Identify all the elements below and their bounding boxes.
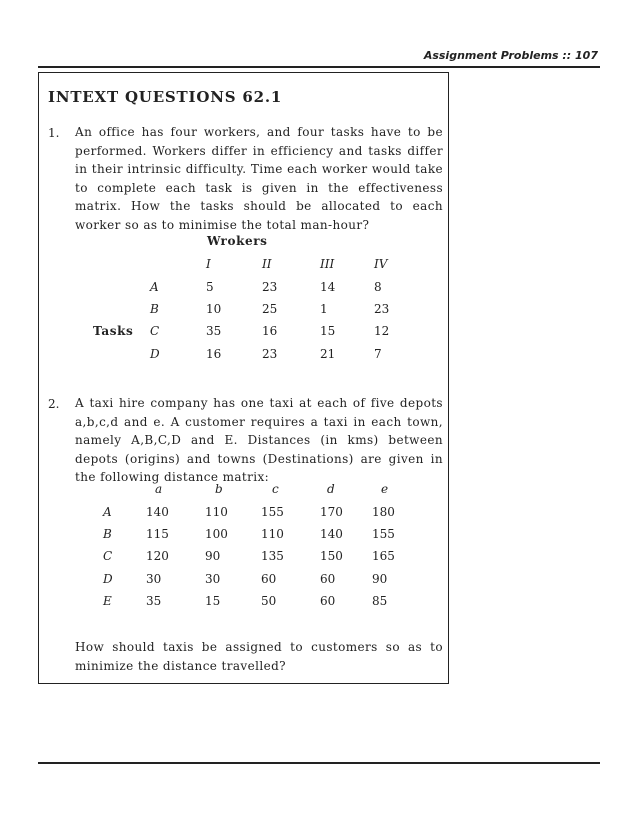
question-2-text: A taxi hire company has one taxi at each of five depots a,b,c,d and e. A customer requires a taxi in each town, namely A,B,C,D and E. Distances (in kms) between depots (origins) and towns (Destinations) are given in the following distance matrix: bbox=[75, 396, 443, 484]
q2-cell: 180 bbox=[372, 505, 395, 519]
q1-row-label: B bbox=[150, 302, 159, 316]
q2-row-label: B bbox=[103, 527, 112, 541]
q2-cell: 140 bbox=[146, 505, 169, 519]
q2-col-header: a bbox=[155, 482, 163, 496]
q2-cell: 140 bbox=[320, 527, 343, 541]
q2-cell: 150 bbox=[320, 549, 343, 563]
q1-cell: 16 bbox=[206, 347, 222, 361]
q1-row-label: D bbox=[150, 347, 160, 361]
q2-col-header: e bbox=[381, 482, 389, 496]
q1-cell: 35 bbox=[206, 324, 222, 338]
question-2-number: 2. bbox=[48, 397, 60, 411]
q1-col-header: III bbox=[320, 257, 335, 271]
bottom-rule bbox=[38, 762, 600, 764]
q2-col-header: b bbox=[215, 482, 223, 496]
q1-cell: 5 bbox=[206, 280, 214, 294]
q2-cell: 35 bbox=[146, 594, 162, 608]
box-title: INTEXT QUESTIONS 62.1 bbox=[48, 88, 283, 106]
q1-cell: 25 bbox=[262, 302, 278, 316]
q2-cell: 100 bbox=[205, 527, 228, 541]
q2-cell: 60 bbox=[261, 572, 277, 586]
q2-cell: 50 bbox=[261, 594, 277, 608]
workers-label: Wrokers bbox=[207, 234, 268, 248]
running-head: Assignment Problems :: 107 bbox=[423, 49, 598, 62]
question-1-number: 1. bbox=[48, 126, 60, 140]
q1-cell: 23 bbox=[262, 280, 278, 294]
q1-cell: 8 bbox=[374, 280, 382, 294]
q2-cell: 60 bbox=[320, 572, 336, 586]
q1-cell: 16 bbox=[262, 324, 278, 338]
q2-cell: 110 bbox=[261, 527, 284, 541]
q2-cell: 90 bbox=[205, 549, 221, 563]
q2-cell: 165 bbox=[372, 549, 395, 563]
q2-cell: 90 bbox=[372, 572, 388, 586]
q2-col-header: d bbox=[327, 482, 335, 496]
q2-cell: 110 bbox=[205, 505, 228, 519]
tasks-label: Tasks bbox=[93, 324, 134, 338]
q1-cell: 1 bbox=[320, 302, 328, 316]
question-2-closing: How should taxis be assigned to customers so as to minimize the distance travelled? bbox=[75, 640, 443, 673]
q1-cell: 23 bbox=[262, 347, 278, 361]
q2-row-label: A bbox=[103, 505, 112, 519]
q2-cell: 115 bbox=[146, 527, 169, 541]
q1-col-header: II bbox=[262, 257, 272, 271]
q2-cell: 155 bbox=[261, 505, 284, 519]
q2-cell: 135 bbox=[261, 549, 284, 563]
q2-col-header: c bbox=[272, 482, 279, 496]
q1-cell: 12 bbox=[374, 324, 390, 338]
q1-col-header: I bbox=[206, 257, 211, 271]
q2-cell: 120 bbox=[146, 549, 169, 563]
q1-cell: 10 bbox=[206, 302, 222, 316]
q2-cell: 30 bbox=[146, 572, 162, 586]
q1-col-header: IV bbox=[374, 257, 388, 271]
q1-cell: 7 bbox=[374, 347, 382, 361]
q2-cell: 170 bbox=[320, 505, 343, 519]
q1-cell: 21 bbox=[320, 347, 336, 361]
q2-cell: 85 bbox=[372, 594, 388, 608]
q1-cell: 23 bbox=[374, 302, 390, 316]
q2-cell: 60 bbox=[320, 594, 336, 608]
q2-cell: 30 bbox=[205, 572, 221, 586]
q2-cell: 15 bbox=[205, 594, 221, 608]
q2-row-label: C bbox=[103, 549, 113, 563]
q1-row-label: A bbox=[150, 280, 159, 294]
q1-cell: 15 bbox=[320, 324, 336, 338]
q1-cell: 14 bbox=[320, 280, 336, 294]
question-1-text: An office has four workers, and four tasks have to be performed. Workers differ in efficiency and tasks differ in their intrinsic difficulty. Time each worker would take to complete each task is given in the effectiveness matrix. How the tasks should be allocated to each worker so as to minimise the total man-hour? bbox=[75, 125, 443, 232]
top-rule bbox=[38, 66, 600, 68]
q2-cell: 155 bbox=[372, 527, 395, 541]
q2-row-label: D bbox=[103, 572, 113, 586]
q2-row-label: E bbox=[103, 594, 112, 608]
q1-row-label: C bbox=[150, 324, 160, 338]
